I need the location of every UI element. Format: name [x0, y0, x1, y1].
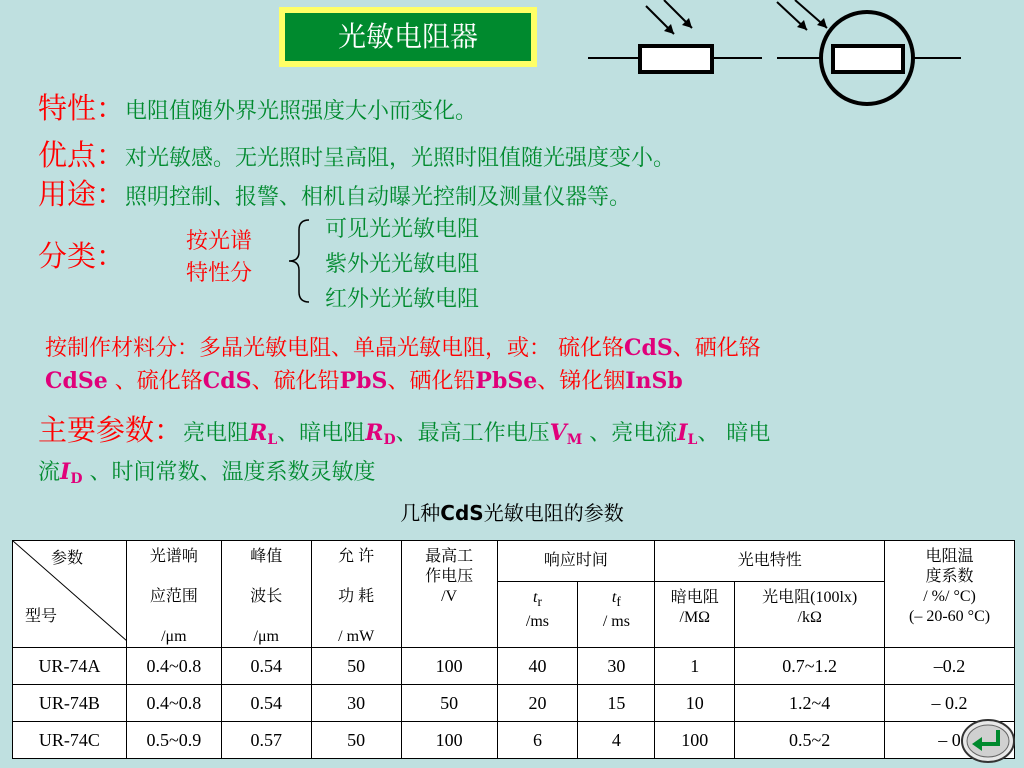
cell-spectrum: 0.5~0.9	[126, 722, 221, 759]
cell-tf: 15	[578, 685, 655, 722]
material-cds: CdS	[624, 335, 673, 361]
param-subscript: L	[267, 432, 278, 448]
cell-light: 0.7~1.2	[735, 648, 885, 685]
params-text: 、暗电阻	[277, 421, 366, 446]
cell-power: 50	[311, 722, 401, 759]
classification-item: 红外光光敏电阻	[325, 287, 480, 312]
header-photo: 光电特性	[655, 541, 885, 582]
header-dark: 暗电阻 /MΩ	[655, 581, 735, 647]
title-box	[279, 7, 537, 67]
usage-text: 照明控制、报警、相机自动曝光控制及测量仪器等。	[125, 185, 632, 210]
header-tf: $t_f$ / ms	[578, 581, 655, 647]
params-paragraph	[38, 412, 998, 493]
header-peak: 峰值 波长 /μm	[221, 541, 311, 648]
cell-temp: – 0	[885, 722, 1015, 759]
header-voltage: 最高工 作电压 /V	[401, 541, 497, 648]
brace-icon	[285, 218, 315, 304]
params-text: 流	[38, 460, 61, 485]
param-subscript: D	[383, 432, 396, 448]
header-power: 允 许 功 耗 / mW	[311, 541, 401, 648]
cell-model: UR-74C	[13, 722, 127, 759]
photoresistor-symbol-icon	[580, 0, 765, 90]
material-insb: InSb	[625, 368, 683, 394]
classification-label: 分类：	[38, 239, 126, 273]
material-cdse: CdSe	[45, 368, 108, 394]
material-sep: 、硫化铬	[107, 369, 203, 394]
material-pbs: PbS	[339, 368, 388, 394]
table-row	[13, 685, 1015, 722]
cell-spectrum: 0.4~0.8	[126, 685, 221, 722]
cell-power: 50	[311, 648, 401, 685]
cell-temp: –0.2	[885, 648, 1015, 685]
material-prefix: 按制作材料分：多晶光敏电阻、单晶光敏电阻，或： 硫化铬	[45, 336, 624, 361]
cell-peak: 0.54	[221, 685, 311, 722]
photoresistor-circle-symbol-icon	[775, 0, 965, 112]
material-sep: 、锑化铟	[537, 369, 626, 394]
advantage-line	[38, 133, 675, 174]
page-title: 光敏电阻器	[285, 13, 531, 61]
usage-label: 用途：	[38, 177, 126, 211]
params-text: 、最高工作电压	[395, 421, 550, 446]
classification-item: 紫外光光敏电阻	[325, 252, 480, 277]
cell-light: 0.5~2	[735, 722, 885, 759]
return-arrow-icon[interactable]	[960, 718, 1016, 764]
cell-temp: – 0.2	[885, 685, 1015, 722]
cell-tr: 40	[497, 648, 578, 685]
caption-text: 几种	[400, 501, 441, 525]
param-symbol: I	[677, 420, 688, 446]
param-symbol: R	[249, 420, 268, 446]
cell-light: 1.2~4	[735, 685, 885, 722]
header-param-model	[13, 541, 127, 648]
classification-item: 可见光光敏电阻	[325, 217, 480, 242]
usage-line	[38, 172, 631, 213]
material-pbse: PbSe	[475, 368, 538, 394]
params-text: 亮电阻	[183, 421, 250, 446]
header-param: 参数	[51, 550, 84, 567]
characteristic-label: 特性：	[38, 91, 126, 125]
caption-text: 光敏电阻的参数	[483, 501, 624, 525]
params-label: 主要参数：	[38, 413, 184, 447]
table-row	[13, 648, 1015, 685]
header-response: 响应时间	[497, 541, 655, 582]
cell-voltage: 50	[401, 685, 497, 722]
header-model: 型号	[25, 608, 58, 625]
params-text: 、时间常数、温度系数灵敏度	[82, 460, 376, 485]
material-paragraph	[45, 332, 1005, 398]
params-text: 、亮电流	[582, 421, 678, 446]
cell-tf: 30	[578, 648, 655, 685]
param-subscript: M	[566, 432, 583, 448]
cell-tr: 20	[497, 685, 578, 722]
param-subscript: L	[687, 432, 698, 448]
params-text: 、 暗电	[697, 421, 771, 446]
header-tr: $t_r$ /ms	[497, 581, 578, 647]
material-sep: 、硒化铅	[387, 369, 476, 394]
header-temp: 电阻温 度系数 / %/ °C) (– 20-60 °C)	[885, 541, 1015, 648]
advantage-label: 优点：	[38, 138, 126, 172]
classification-spectrum-1: 按光谱	[186, 229, 253, 254]
cell-dark: 100	[655, 722, 735, 759]
table-row	[13, 722, 1015, 759]
header-light: 光电阻(100lx) /kΩ	[735, 581, 885, 647]
param-subscript: D	[70, 471, 83, 487]
characteristic-line	[38, 86, 477, 127]
cell-dark: 1	[655, 648, 735, 685]
classification-spectrum-2: 特性分	[186, 261, 253, 286]
cell-model: UR-74A	[13, 648, 127, 685]
caption-bold: CdS	[440, 501, 484, 525]
cell-power: 30	[311, 685, 401, 722]
cell-tf: 4	[578, 722, 655, 759]
cell-spectrum: 0.4~0.8	[126, 648, 221, 685]
param-symbol: I	[60, 459, 71, 485]
material-sep: 、硫化铅	[251, 369, 340, 394]
param-symbol: R	[365, 420, 384, 446]
material-cds: CdS	[202, 368, 252, 394]
cell-voltage: 100	[401, 722, 497, 759]
cell-tr: 6	[497, 722, 578, 759]
cell-dark: 10	[655, 685, 735, 722]
characteristic-text: 电阻值随外界光照强度大小而变化。	[125, 99, 478, 124]
param-symbol: V	[549, 420, 567, 446]
cell-voltage: 100	[401, 648, 497, 685]
cell-peak: 0.54	[221, 648, 311, 685]
material-sep: 、硒化铬	[672, 336, 761, 361]
params-table	[12, 540, 1015, 759]
table-caption	[0, 497, 1024, 526]
header-spectrum: 光谱响 应范围 /μm	[126, 541, 221, 648]
cell-model: UR-74B	[13, 685, 127, 722]
cell-peak: 0.57	[221, 722, 311, 759]
advantage-text: 对光敏感。无光照时呈高阻，光照时阻值随光强度变小。	[125, 146, 676, 171]
